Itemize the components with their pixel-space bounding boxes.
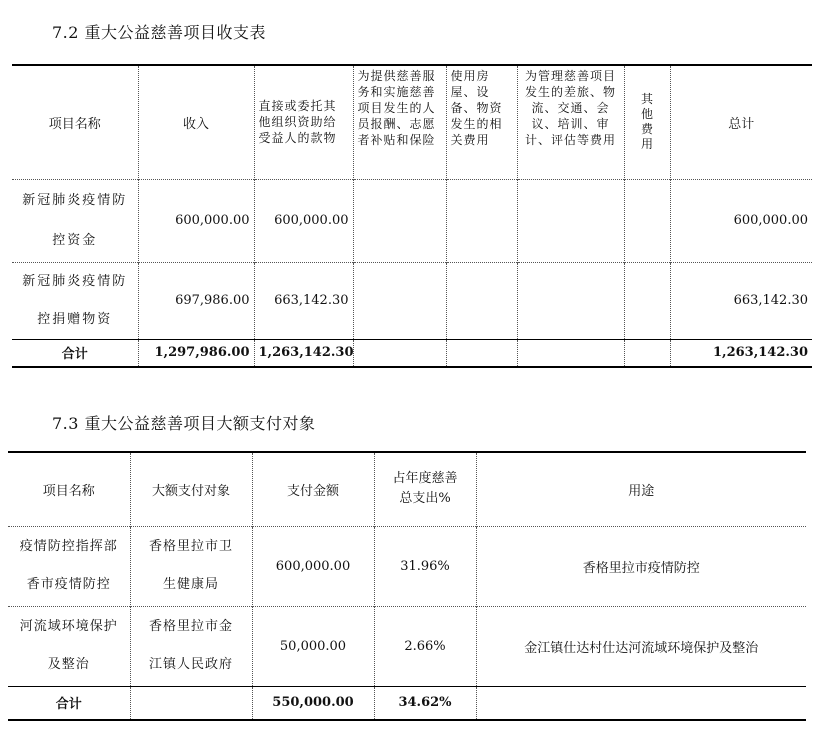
section-title-large-payments: 7.3 重大公益慈善项目大额支付对象 [52, 414, 316, 433]
row-service-costs [353, 262, 446, 339]
totals-label: 合计 [12, 339, 138, 367]
header-facility-costs: 使用房屋、设备、物资发生的相关费用 [446, 65, 517, 179]
totals-row [8, 686, 806, 720]
row-name-line: 控捐赠物资 [37, 311, 113, 327]
header-project-name: 项目名称 [42, 483, 95, 499]
totals-other-costs [624, 339, 670, 367]
row-name-line: 河流域环境保护 [19, 619, 118, 634]
totals-percentage: 34.62% [374, 686, 476, 720]
row-name-line: 控资金 [52, 232, 98, 248]
row-payee-line: 香格里拉市卫 [148, 539, 233, 554]
table-row [12, 179, 812, 262]
row-amount: 600,000.00 [252, 526, 374, 606]
totals-payee [130, 686, 252, 720]
row-total: 600,000.00 [670, 179, 812, 262]
header-direct-aid: 直接或委托其他组织资助给受益人的款物 [254, 65, 353, 179]
totals-service-costs [353, 339, 446, 367]
header-purpose: 用途 [476, 452, 806, 526]
row-payee [130, 606, 252, 686]
section-title-income-expense: 7.2 重大公益慈善项目收支表 [52, 23, 267, 42]
row-name-line: 新冠肺炎疫情防 [22, 192, 128, 208]
totals-management-costs [517, 339, 624, 367]
row-percentage: 31.96% [374, 526, 476, 606]
table-row [8, 526, 806, 606]
row-purpose: 香格里拉市疫情防控 [476, 526, 806, 606]
row-other-costs [624, 179, 670, 262]
header-service-costs: 为提供慈善服务和实施慈善项目发生的人员报酬、志愿者补贴和保险 [353, 65, 446, 179]
header-income: 收入 [138, 65, 254, 179]
row-name-line: 及整治 [47, 657, 90, 672]
header-other-char: 其 [640, 92, 653, 107]
table-header-row [12, 65, 812, 179]
large-payments-table [8, 451, 806, 721]
row-income: 697,986.00 [138, 262, 254, 339]
totals-facility-costs [446, 339, 517, 367]
row-name-line: 新冠肺炎疫情防 [22, 273, 128, 289]
row-project-name [12, 262, 138, 339]
row-name-line: 疫情防控指挥部 [19, 539, 118, 554]
row-management-costs [517, 179, 624, 262]
header-other-char: 他 [640, 107, 653, 122]
header-other-char: 费 [640, 122, 653, 137]
income-expense-table [12, 64, 812, 368]
row-income: 600,000.00 [138, 179, 254, 262]
row-direct-aid: 663,142.30 [254, 262, 353, 339]
row-payee [130, 526, 252, 606]
row-project-name [8, 606, 130, 686]
totals-purpose [476, 686, 806, 720]
totals-row [12, 339, 812, 367]
row-direct-aid: 600,000.00 [254, 179, 353, 262]
header-other-char: 用 [640, 137, 653, 152]
header-total: 总计 [670, 65, 812, 179]
row-percentage: 2.66% [374, 606, 476, 686]
row-payee-line: 江镇人民政府 [148, 657, 233, 672]
row-payee-line: 生健康局 [162, 577, 219, 592]
row-management-costs [517, 262, 624, 339]
totals-income: 1,297,986.00 [138, 339, 254, 367]
row-project-name [8, 526, 130, 606]
totals-total: 1,263,142.30 [670, 339, 812, 367]
row-facility-costs [446, 179, 517, 262]
header-management-costs: 为管理慈善项目发生的差旅、物流、交通、会议、培训、审计、评估等费用 [517, 65, 624, 179]
row-project-name [12, 179, 138, 262]
header-amount: 支付金额 [252, 452, 374, 526]
totals-label: 合计 [8, 686, 130, 720]
header-other-costs [624, 65, 670, 179]
row-purpose: 金江镇仕达村仕达河流域环境保护及整治 [476, 606, 806, 686]
table-row [8, 606, 806, 686]
table-row [12, 262, 812, 339]
totals-amount: 550,000.00 [252, 686, 374, 720]
row-name-line: 香市疫情防控 [26, 577, 111, 592]
header-percentage: 占年度慈善总支出% [374, 452, 476, 526]
row-total: 663,142.30 [670, 262, 812, 339]
totals-direct-aid: 1,263,142.30 [254, 339, 353, 367]
row-service-costs [353, 179, 446, 262]
table-header-row [8, 452, 806, 526]
row-payee-line: 香格里拉市金 [148, 619, 233, 634]
row-amount: 50,000.00 [252, 606, 374, 686]
row-other-costs [624, 262, 670, 339]
row-facility-costs [446, 262, 517, 339]
header-project-name: 项目名称 [48, 116, 101, 132]
header-payee: 大额支付对象 [130, 452, 252, 526]
